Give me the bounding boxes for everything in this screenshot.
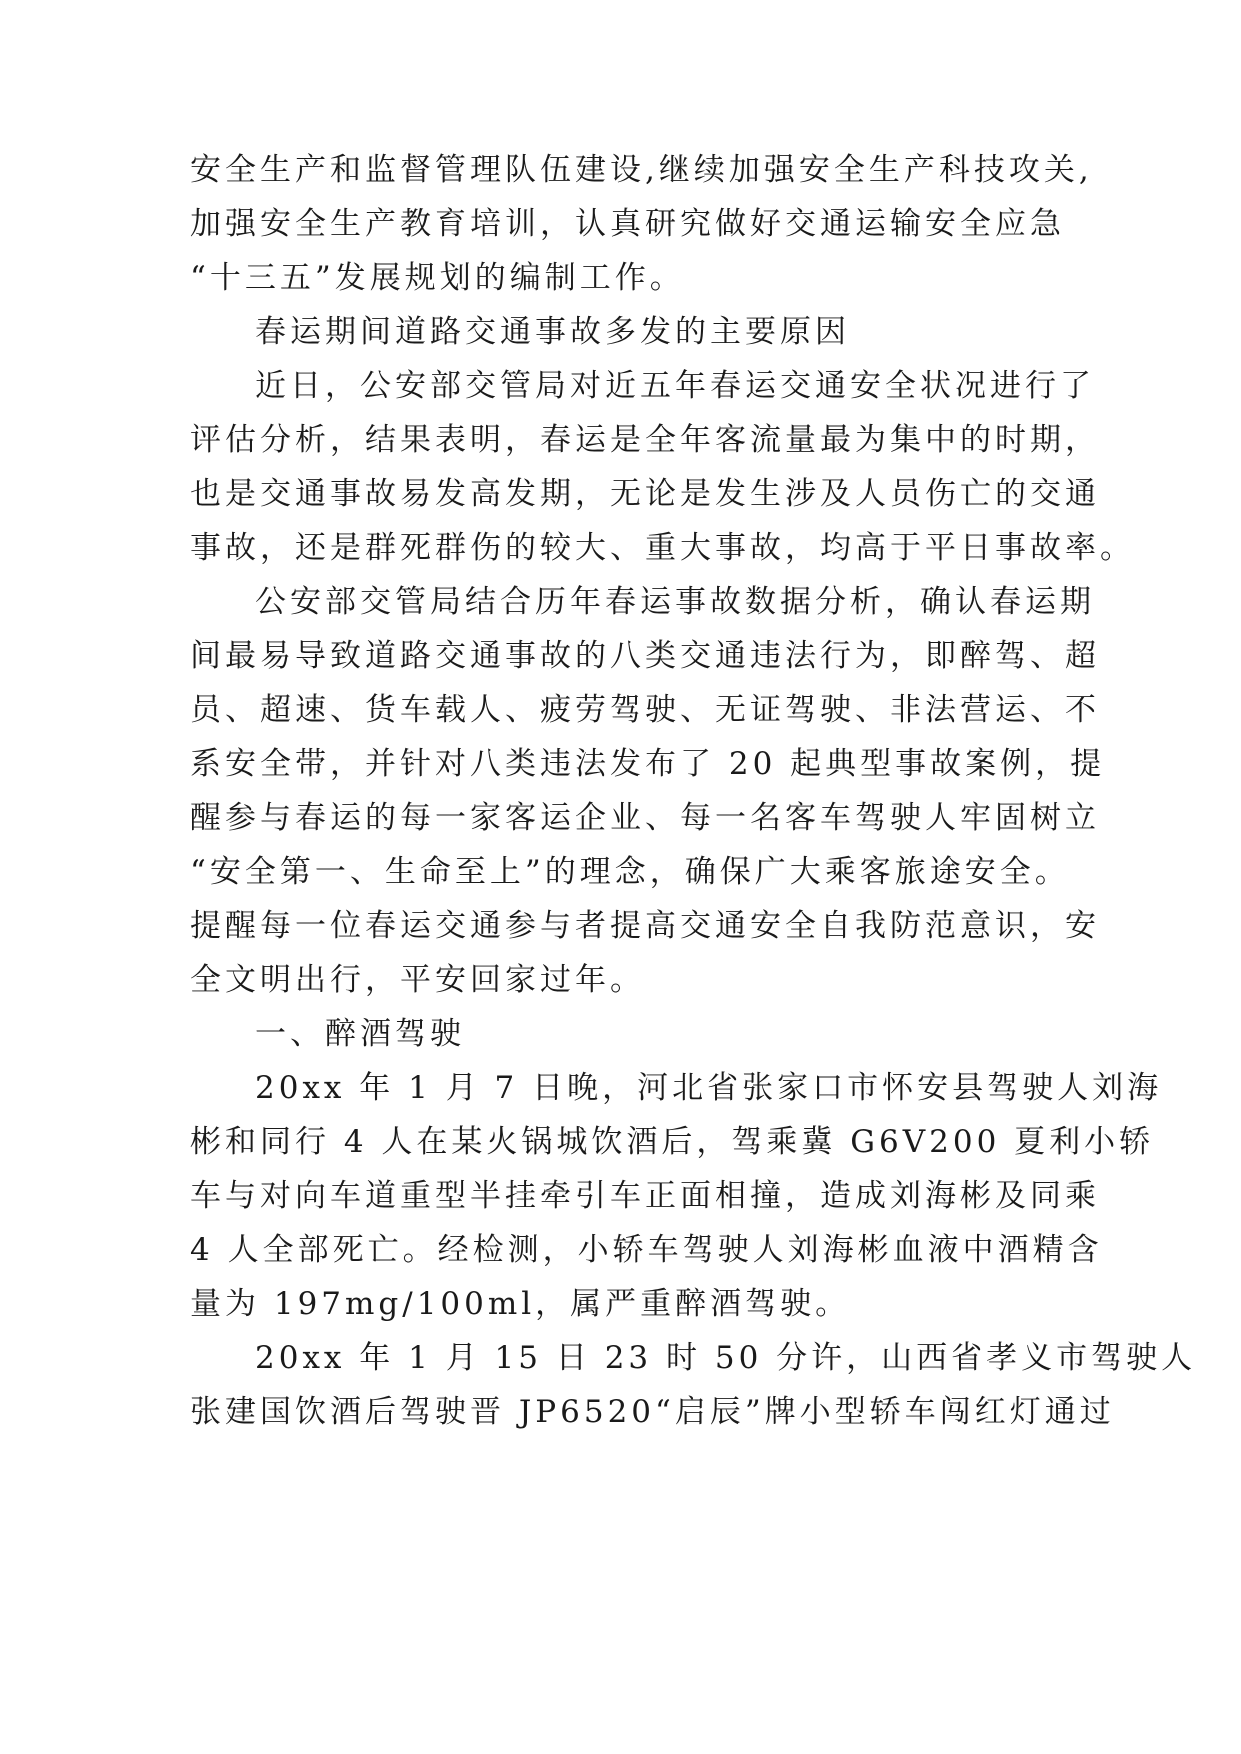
text-line: 20xx 年 1 月 7 日晚，河北省张家口市怀安县驾驶人刘海 [255,1070,1163,1106]
text-line: 公安部交管局结合历年春运事故数据分析，确认春运期 [255,584,1095,620]
text-line: 间最易导致道路交通事故的八类交通违法行为，即醉驾、超 [190,638,1100,674]
text-line: 系安全带，并针对八类违法发布了 20 起典型事故案例，提 [190,746,1106,782]
text-line: 近日，公安部交管局对近五年春运交通安全状况进行了 [255,368,1095,404]
text-line: 事故，还是群死群伤的较大、重大事故，均高于平日事故率。 [190,530,1135,566]
text-line: “安全第一、生命至上”的理念，确保广大乘客旅途安全。 [190,854,1070,890]
text-line: 醒参与春运的每一家客运企业、每一名客车驾驶人牢固树立 [190,800,1100,836]
section-heading: 春运期间道路交通事故多发的主要原因 [255,314,850,350]
text-line: 员、超速、货车载人、疲劳驾驶、无证驾驶、非法营运、不 [190,692,1100,728]
text-line: 车与对向车道重型半挂牵引车正面相撞，造成刘海彬及同乘 [190,1178,1100,1214]
text-line: “十三五”发展规划的编制工作。 [190,260,685,296]
text-line: 评估分析，结果表明，春运是全年客流量最为集中的时期， [190,422,1100,458]
section-heading: 一、醉酒驾驶 [255,1016,465,1052]
text-line: 提醒每一位春运交通参与者提高交通安全自我防范意识，安 [190,908,1100,944]
text-line: 加强安全生产教育培训，认真研究做好交通运输安全应急 [190,206,1065,242]
text-line: 彬和同行 4 人在某火锅城饮酒后，驾乘冀 G6V200 夏利小轿 [190,1124,1155,1160]
text-line: 量为 197mg/100ml，属严重醉酒驾驶。 [190,1286,851,1322]
text-line: 也是交通事故易发高发期，无论是发生涉及人员伤亡的交通 [190,476,1100,512]
text-line: 张建国饮酒后驾驶晋 JP6520“启辰”牌小型轿车闯红灯通过 [190,1394,1115,1430]
text-line: 4 人全部死亡。经检测，小轿车驾驶人刘海彬血液中酒精含 [190,1232,1103,1268]
text-line: 全文明出行，平安回家过年。 [190,962,645,998]
text-line: 安全生产和监督管理队伍建设,继续加强安全生产科技攻关, [190,152,1093,188]
text-line: 20xx 年 1 月 15 日 23 时 50 分许，山西省孝义市驾驶人 [255,1340,1197,1376]
